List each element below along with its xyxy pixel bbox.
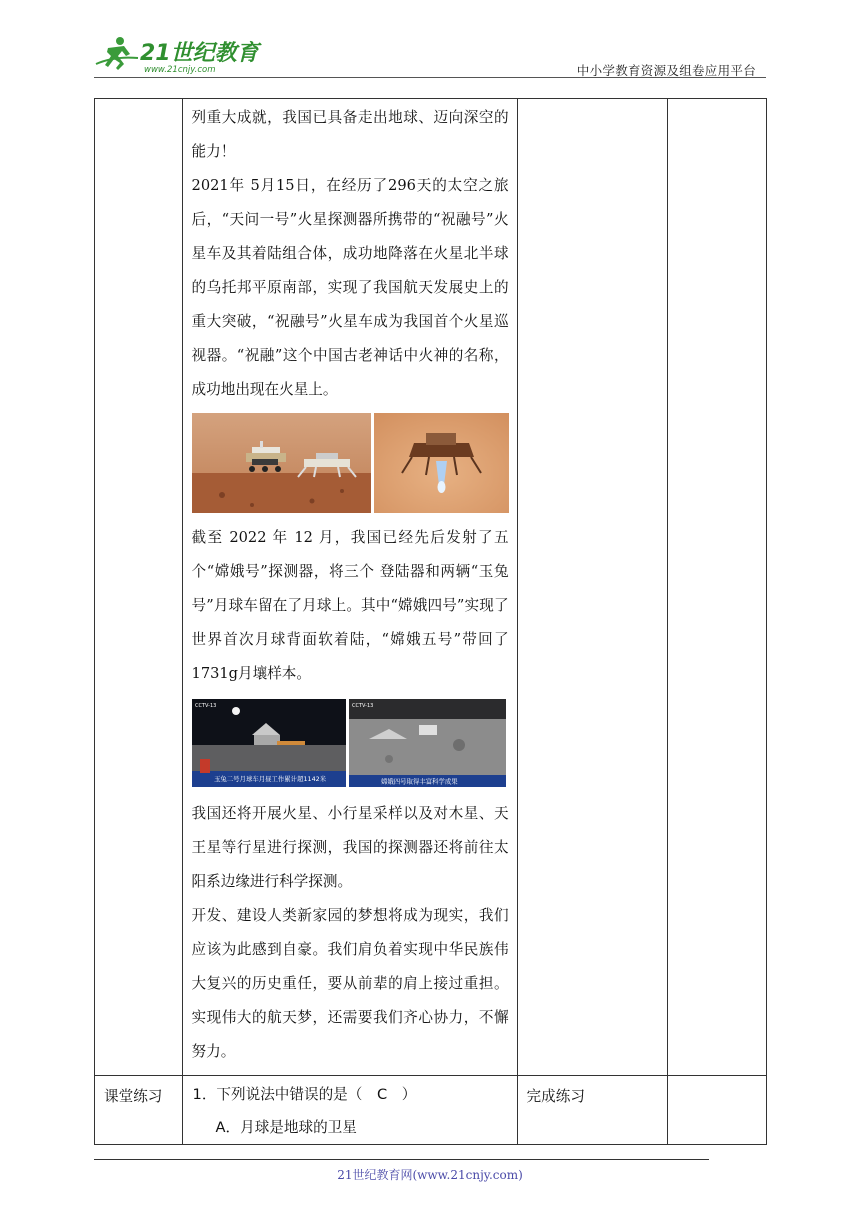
mars-rover-photo xyxy=(192,413,371,513)
news-headline: 嫦娥四号取得丰富科学成果 xyxy=(380,777,458,786)
change4-news-still xyxy=(349,699,506,787)
paragraph: 列重大成就，我国已具备走出地球、迈向深空的能力！ xyxy=(191,109,509,160)
page-header xyxy=(94,30,766,80)
design-intent-cell xyxy=(667,99,766,1076)
practice-intent-cell xyxy=(667,1076,766,1145)
paragraph: 截至 2022 年 12 月，我国已经先后发射了五个“嫦娥号”探测器，将三个 登陆器和两辆“玉兔号”月球车留在了月球上。其中“嫦娥四号”实现了世界首次月球背面软着陆，“嫦娥五号”带回了1731g月壤样本。 xyxy=(191,529,509,682)
practice-label-cell xyxy=(95,1076,183,1145)
paragraph: 我国还将开展火星、小行星采样以及对木星、天王星等行星进行探测，我国的探测器还将前往太阳系边缘进行科学探测。 xyxy=(191,805,509,890)
footer-divider xyxy=(94,1159,709,1160)
platform-name: 中小学教育资源及组卷应用平台 xyxy=(576,63,756,78)
practice-question: 1．下列说法中错误的是（ C ） xyxy=(192,1086,417,1103)
header-divider xyxy=(94,77,766,78)
paragraph: 2021年 5月15日，在经历了296天的太空之旅后，“天问一号”火星探测器所携带的“祝融号”火星车及其着陆组合体，成功地降落在火星北半球的乌托邦平原南部，实现了我国航天发展史上的重大突破，“祝融号”火星车成为我国首个火星巡视器。“祝融”这个中国古老神话中火神的名称，成功地出现在火星上。 xyxy=(191,177,509,398)
student-activity-cell xyxy=(517,99,667,1076)
paragraph: 开发、建设人类新家园的梦想将成为现实，我们应该为此感到自豪。我们肩负着实现中华民族伟大复兴的历史重任，要从前辈的肩上接过重担。实现伟大的航天梦，还需要我们齐心协力，不懈努力。 xyxy=(191,907,509,1060)
table-row xyxy=(95,99,767,1076)
news-headline: 玉兔二号月球车月昼工作累计超1142米 xyxy=(213,775,326,783)
lesson-table xyxy=(94,98,767,1145)
news-channel-label: CCTV-13 xyxy=(351,703,373,709)
stage-cell xyxy=(95,99,183,1076)
practice-task-cell xyxy=(517,1076,667,1145)
practice-option-a: A．月球是地球的卫星 xyxy=(215,1119,357,1136)
site-logo[interactable] xyxy=(94,34,264,74)
mars-landing-photo xyxy=(374,413,509,513)
yutu-news-still xyxy=(192,699,346,787)
mars-image-row xyxy=(192,413,509,513)
practice-task: 完成练习 xyxy=(526,1088,585,1105)
practice-label: 课堂练习 xyxy=(104,1088,163,1105)
practice-content-cell xyxy=(182,1076,517,1145)
teaching-content-cell xyxy=(182,99,517,1076)
logo-text: 21世纪教育 xyxy=(140,41,259,66)
table-row xyxy=(95,1076,767,1145)
moon-image-row xyxy=(192,699,509,787)
logo-url: www.21cnjy.com xyxy=(144,65,216,75)
footer-link[interactable]: 21世纪教育网(www.21cnjy.com) xyxy=(337,1168,523,1182)
news-channel-label: CCTV-13 xyxy=(194,703,216,709)
